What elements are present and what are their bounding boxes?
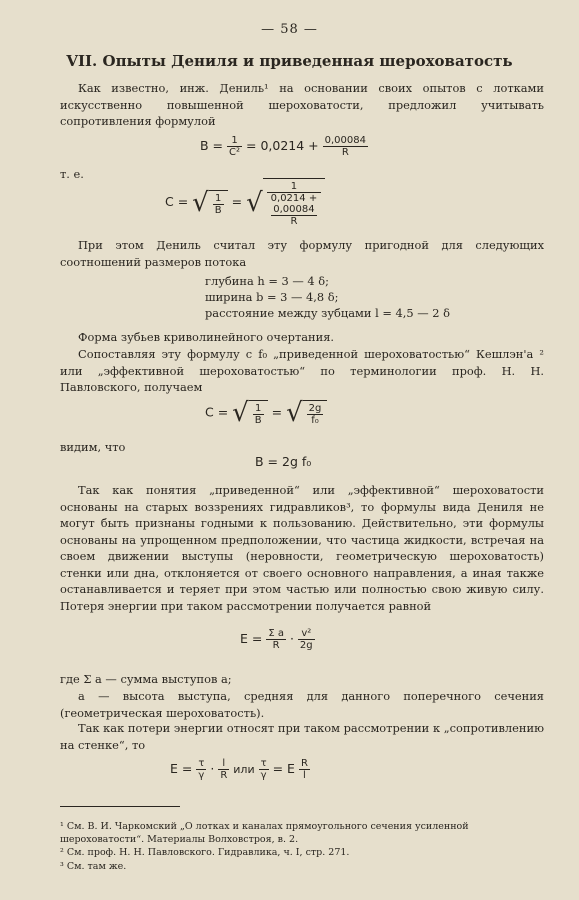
formula-denil (200, 135, 368, 158)
paragraph-intro: Как известно, инж. Дениль¹ на основании своих опытов с лотками искусственно повышенной шероховатости, предложил учитывать сопротивления формулой (60, 81, 544, 128)
formula-wall (170, 758, 310, 781)
formula-eq: = (231, 194, 243, 209)
fraction: $\frac{\tau}{\gamma}$ (198, 758, 205, 781)
footnote-divider (60, 806, 180, 807)
sqrt-sign: √ (246, 187, 263, 218)
paragraph-conditions: При этом Дениль считал эту формулу пригодной для следующих соотношений размеров потока (60, 238, 544, 269)
formula-lhs: B = (200, 138, 224, 153)
formula-lhs: C = (205, 404, 229, 420)
footnote-3: ³ См. там же. (60, 861, 127, 872)
fraction: $\frac{0,00084}{R}$ (324, 135, 366, 158)
formula-c-f0: C = √ $\frac{1}{B}$ = √ $\frac{2g}{\text{f₀}}$ (205, 398, 327, 428)
where-height: a — высота выступа, средняя для данного поперечного сечения (геометрическая шероховатость). (60, 689, 544, 720)
te-label: т. е. (60, 167, 84, 181)
section-title: VII. Опыты Дениля и приведенная шероховатость (66, 52, 513, 70)
formula-c: C = √ $\frac{1}{B}$ = √ 1 0,0214 + 0,00084 R (165, 178, 325, 227)
formula-dot: · (289, 631, 294, 646)
paragraph-critique: Так как понятия „приведенной“ или „эффективной“ шероховатости основаны на старых воззрениях гидравликов³, то формулы вида Дениля не могут быть признаны годными к пользованию. Действительно, эти формулы основаны на упрощенном предположении, что частица жидкости, встречая на своем движении выступы (неровности, геометрическую шероховатость) стенки или дна, отклоняется от своего основного направления, а иная также останавливается и теряет при этом частью или полностью свою живую силу. Потеря энергии при таком рассмотрении получается равной (60, 483, 544, 613)
paragraph-wall-resistance: Так как потери энергии относят при таком рассмотрении к „сопротивлению на стенке“, то (60, 721, 544, 752)
formula-eq: = (271, 404, 283, 420)
formula-energy-loss (240, 628, 315, 651)
formula-term: = 0,0214 + (246, 138, 319, 153)
footnote-1: ¹ См. В. И. Чаркомский „О лотках и каналах прямоугольного сечения усиленной шероховатости“. Материалы Волховстроя, в. 2. (60, 821, 469, 845)
vidim-label: видим, что (60, 440, 126, 454)
footnote-2: ² См. проф. Н. Н. Павловского. Гидравлика, ч. I, стр. 271. (60, 847, 350, 858)
fraction: $\frac{\text{Σ a}}{R}$ (268, 628, 284, 651)
sqrt-sign: √ (192, 187, 209, 218)
fraction: $\frac{1}{\text{C²}}$ (229, 135, 241, 158)
formula-b: B = 2g f₀ (255, 454, 312, 469)
fraction: $\frac{l}{R}$ (220, 758, 228, 781)
list-item-spacing: расстояние между зубцами l = 4,5 — 2 δ (205, 306, 451, 320)
list-item-depth: глубина h = 3 — 4 δ; (205, 274, 329, 288)
formula-lhs: C = (165, 194, 189, 209)
page-number: — 58 — (261, 22, 318, 37)
sqrt-sign: √ (286, 398, 303, 428)
formula-eq: = E (272, 761, 295, 776)
where-sum: где Σ a — сумма выступов a; (60, 672, 232, 686)
formula-lhs: E = (170, 761, 193, 776)
paragraph-comparison: Сопоставляя эту формулу с f₀ „приведенной шероховатостью“ Кешлэн'а ² или „эффективной шероховатостью“ по терминологии проф. Н. Н. Павловского, получаем (60, 347, 544, 394)
list-item-width: ширина b = 3 — 4,8 δ; (205, 290, 339, 304)
formula-dot: · (210, 761, 215, 776)
formula-lhs: E = (240, 631, 263, 646)
fraction: $\frac{\tau}{\gamma}$ (260, 758, 267, 781)
fraction: $\frac{\text{v²}}{2g}$ (299, 628, 313, 651)
paragraph-teeth-shape: Форма зубьев криволинейного очертания. (78, 330, 335, 344)
fraction: $\frac{R}{l}$ (300, 758, 308, 781)
formula-or: или (233, 763, 255, 776)
sqrt-sign: √ (232, 398, 249, 428)
